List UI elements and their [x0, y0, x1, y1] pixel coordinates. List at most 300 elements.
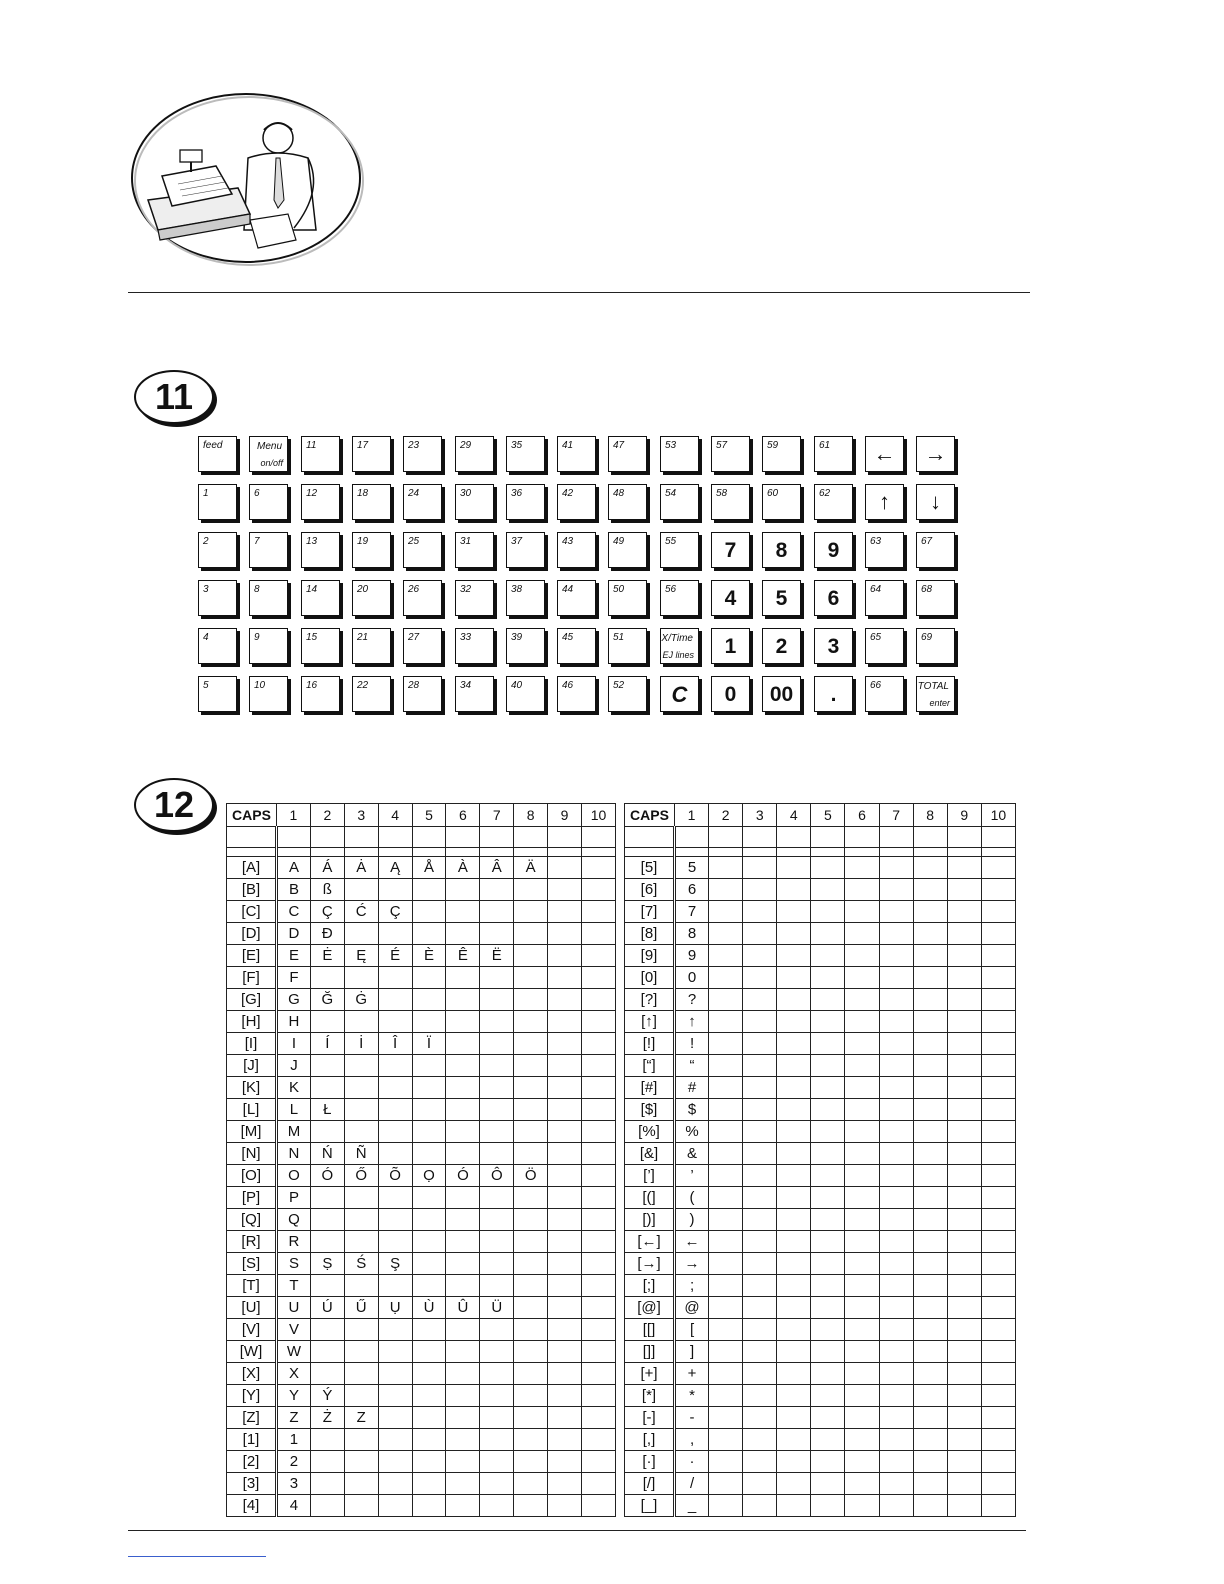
- char-cell: ←: [675, 1231, 709, 1253]
- column-header: 3: [743, 804, 777, 827]
- char-cell: [514, 1297, 548, 1319]
- char-cell: [709, 1165, 743, 1187]
- char-cell: Ä: [514, 857, 548, 879]
- char-cell: [412, 1077, 446, 1099]
- char-cell: [480, 1341, 514, 1363]
- keyboard-key: [506, 580, 545, 616]
- char-cell: [913, 1297, 947, 1319]
- char-cell: [480, 1077, 514, 1099]
- char-cell: Ù: [412, 1297, 446, 1319]
- char-cell: [845, 1319, 879, 1341]
- char-cell: [514, 1187, 548, 1209]
- char-cell: [947, 1077, 981, 1099]
- key-number-label: 45: [562, 632, 574, 643]
- caps-header: CAPS: [625, 804, 675, 827]
- char-cell: [310, 1231, 344, 1253]
- char-cell: [845, 1275, 879, 1297]
- char-cell: Ő: [344, 1165, 378, 1187]
- key-cell: [6]: [625, 879, 675, 901]
- char-cell: [811, 945, 845, 967]
- blank-cell: [845, 827, 879, 848]
- blank-cell: [378, 827, 412, 848]
- char-cell: [879, 945, 913, 967]
- key-cell: [S]: [227, 1253, 277, 1275]
- char-cell: Ë: [480, 945, 514, 967]
- char-cell: [845, 1429, 879, 1451]
- char-cell: [514, 1033, 548, 1055]
- char-cell: [743, 857, 777, 879]
- key-number-label: 2: [203, 536, 209, 547]
- char-cell: [412, 1099, 446, 1121]
- key-cell: [’]: [625, 1165, 675, 1187]
- char-cell: [582, 1099, 616, 1121]
- char-cell: [777, 1473, 811, 1495]
- char-cell: [845, 1011, 879, 1033]
- char-cell: Ł: [310, 1099, 344, 1121]
- char-cell: [344, 967, 378, 989]
- char-cell: [378, 1187, 412, 1209]
- key-cell: [&]: [625, 1143, 675, 1165]
- key-number-label: 58: [716, 488, 728, 499]
- char-cell: [709, 1253, 743, 1275]
- clear-key-label: C: [671, 682, 688, 707]
- keyboard-key: [403, 580, 442, 616]
- char-cell: [811, 1011, 845, 1033]
- char-cell: [412, 1143, 446, 1165]
- char-cell: [310, 1077, 344, 1099]
- char-cell: Ğ: [310, 989, 344, 1011]
- keyboard-key: [557, 484, 596, 520]
- key-number-label: 3: [203, 584, 209, 595]
- char-cell: [777, 1429, 811, 1451]
- keyboard-key: [608, 580, 647, 616]
- key-digit-label: 3: [827, 635, 840, 658]
- char-cell: [378, 1143, 412, 1165]
- char-cell: [548, 1121, 582, 1143]
- char-cell: [378, 879, 412, 901]
- char-cell: [981, 1165, 1015, 1187]
- spacer-cell: [625, 848, 675, 857]
- blank-cell: [743, 827, 777, 848]
- char-cell: [777, 1033, 811, 1055]
- char-cell: [446, 1011, 480, 1033]
- char-cell: [879, 1165, 913, 1187]
- key-cell: [←]: [625, 1231, 675, 1253]
- char-cell: Ż: [310, 1407, 344, 1429]
- char-cell: [743, 1451, 777, 1473]
- key-cell: [1]: [227, 1429, 277, 1451]
- char-cell: [446, 1341, 480, 1363]
- key-number-label: 31: [460, 536, 472, 547]
- char-cell: [777, 1209, 811, 1231]
- char-cell: [777, 1275, 811, 1297]
- char-cell: [514, 1319, 548, 1341]
- blank-cell: [514, 827, 548, 848]
- char-cell: [777, 945, 811, 967]
- table-row: [625, 923, 1016, 945]
- char-cell: [777, 1055, 811, 1077]
- char-cell: [514, 989, 548, 1011]
- key-cell: [@]: [625, 1297, 675, 1319]
- table-row: [227, 1473, 616, 1495]
- char-cell: [446, 1055, 480, 1077]
- char-cell: ;: [675, 1275, 709, 1297]
- char-cell: [845, 1121, 879, 1143]
- keyboard-key: [762, 436, 801, 472]
- char-cell: [709, 1429, 743, 1451]
- char-cell: Ń: [310, 1143, 344, 1165]
- char-cell: [845, 1253, 879, 1275]
- char-cell: [879, 989, 913, 1011]
- keyboard-key: [455, 532, 494, 568]
- char-cell: [344, 1495, 378, 1517]
- char-cell: [582, 1495, 616, 1517]
- char-cell: [582, 1209, 616, 1231]
- char-cell: [845, 1473, 879, 1495]
- char-cell: [845, 1407, 879, 1429]
- char-cell: [344, 923, 378, 945]
- key-cell: [-]: [625, 1407, 675, 1429]
- char-cell: [582, 1473, 616, 1495]
- char-cell: [845, 1209, 879, 1231]
- keyboard-key: [916, 676, 955, 712]
- key-cell: [2]: [227, 1451, 277, 1473]
- char-cell: [845, 1077, 879, 1099]
- char-cell: [913, 1253, 947, 1275]
- keyboard-key: [352, 532, 391, 568]
- char-cell: [514, 1451, 548, 1473]
- table-row: [625, 1165, 1016, 1187]
- keyboard-key: [198, 628, 237, 664]
- char-cell: [310, 1451, 344, 1473]
- table-row: [227, 1121, 616, 1143]
- char-cell: [446, 1495, 480, 1517]
- table-row: [625, 945, 1016, 967]
- keyboard-key: [301, 676, 340, 712]
- char-cell: [777, 879, 811, 901]
- table-row: [625, 1143, 1016, 1165]
- char-cell: [743, 1407, 777, 1429]
- char-cell: [378, 1495, 412, 1517]
- char-cell: [777, 989, 811, 1011]
- char-cell: [709, 1033, 743, 1055]
- char-cell: (: [675, 1187, 709, 1209]
- char-cell: [514, 923, 548, 945]
- char-cell: [913, 1099, 947, 1121]
- char-cell: [344, 1077, 378, 1099]
- column-header: 1: [277, 804, 311, 827]
- key-cell: []]: [625, 1341, 675, 1363]
- char-cell: [811, 1253, 845, 1275]
- char-cell: [709, 1341, 743, 1363]
- char-cell: [412, 1385, 446, 1407]
- key-number-label: 10: [254, 680, 266, 691]
- char-cell: [981, 1209, 1015, 1231]
- char-cell: [446, 1429, 480, 1451]
- blank-cell: [412, 827, 446, 848]
- char-cell: [879, 1187, 913, 1209]
- char-cell: [480, 1033, 514, 1055]
- char-cell: [514, 1055, 548, 1077]
- table-row: [625, 901, 1016, 923]
- char-cell: [981, 1385, 1015, 1407]
- column-header: 9: [947, 804, 981, 827]
- char-cell: [845, 857, 879, 879]
- char-cell: [582, 1055, 616, 1077]
- key-cell: [T]: [227, 1275, 277, 1297]
- char-cell: &: [675, 1143, 709, 1165]
- char-cell: [446, 1033, 480, 1055]
- char-cell: Ô: [480, 1165, 514, 1187]
- key-number-label: 17: [357, 440, 369, 451]
- char-cell: [913, 1451, 947, 1473]
- char-cell: [913, 1473, 947, 1495]
- char-cell: [446, 1077, 480, 1099]
- key-number-label: 6: [254, 488, 260, 499]
- char-cell: [811, 967, 845, 989]
- char-cell: [709, 879, 743, 901]
- char-cell: [845, 879, 879, 901]
- char-cell: À: [446, 857, 480, 879]
- char-cell: [548, 1451, 582, 1473]
- char-cell: [947, 1407, 981, 1429]
- char-cell: [913, 1275, 947, 1297]
- char-cell: [378, 1319, 412, 1341]
- table-row: [227, 1253, 616, 1275]
- spacer-cell: [412, 848, 446, 857]
- char-cell: 9: [675, 945, 709, 967]
- spacer-cell: [310, 848, 344, 857]
- keyboard-key: [660, 628, 699, 664]
- table-row: [227, 1143, 616, 1165]
- keyboard-key: [711, 532, 750, 568]
- char-cell: Õ: [378, 1165, 412, 1187]
- char-cell: 6: [675, 879, 709, 901]
- char-cell: [743, 989, 777, 1011]
- char-cell: [412, 901, 446, 923]
- char-cell: [947, 945, 981, 967]
- char-cell: [709, 989, 743, 1011]
- key-number-label: 65: [870, 632, 882, 643]
- character-table-right: [624, 803, 1016, 1517]
- char-cell: [709, 901, 743, 923]
- key-number-label: 35: [511, 440, 523, 451]
- table-row: [227, 1187, 616, 1209]
- char-cell: [879, 1033, 913, 1055]
- char-cell: [378, 1231, 412, 1253]
- char-cell: [811, 1319, 845, 1341]
- char-cell: Đ: [310, 923, 344, 945]
- char-cell: Ą: [378, 857, 412, 879]
- char-cell: ?: [675, 989, 709, 1011]
- char-cell: [947, 923, 981, 945]
- keyboard-key: [198, 676, 237, 712]
- char-cell: [514, 901, 548, 923]
- keyboard-key: [660, 532, 699, 568]
- char-cell: [480, 989, 514, 1011]
- table-row: [227, 1429, 616, 1451]
- char-cell: [582, 1319, 616, 1341]
- char-cell: [879, 923, 913, 945]
- key-number-label: feed: [203, 440, 223, 451]
- key-number-label: 43: [562, 536, 574, 547]
- char-cell: [913, 1055, 947, 1077]
- table-row: [625, 1187, 1016, 1209]
- char-cell: _: [675, 1495, 709, 1517]
- char-cell: [514, 1385, 548, 1407]
- char-cell: [344, 1473, 378, 1495]
- keyboard-key: [301, 628, 340, 664]
- key-cell: [H]: [227, 1011, 277, 1033]
- keyboard-key: [608, 484, 647, 520]
- header-rule: [128, 292, 1030, 293]
- char-cell: [480, 1055, 514, 1077]
- keyboard-key: [865, 676, 904, 712]
- char-cell: [344, 1055, 378, 1077]
- char-cell: [412, 1209, 446, 1231]
- char-cell: [446, 967, 480, 989]
- char-cell: [811, 1209, 845, 1231]
- char-cell: [981, 1099, 1015, 1121]
- char-cell: [845, 1385, 879, 1407]
- keyboard-key: [762, 532, 801, 568]
- char-cell: ,: [675, 1429, 709, 1451]
- char-cell: [378, 1429, 412, 1451]
- char-cell: Ụ: [378, 1297, 412, 1319]
- char-cell: [947, 1055, 981, 1077]
- char-cell: [548, 989, 582, 1011]
- char-cell: [981, 1341, 1015, 1363]
- key-cell: [0]: [625, 967, 675, 989]
- char-cell: [777, 1363, 811, 1385]
- keyboard-key: [608, 676, 647, 712]
- key-digit-label: 7: [724, 539, 737, 562]
- char-cell: ’: [675, 1165, 709, 1187]
- char-cell: [446, 1385, 480, 1407]
- key-cell: [(]: [625, 1187, 675, 1209]
- char-cell: [412, 1495, 446, 1517]
- char-cell: 0: [675, 967, 709, 989]
- char-cell: [743, 1253, 777, 1275]
- char-cell: !: [675, 1033, 709, 1055]
- char-cell: [378, 1209, 412, 1231]
- blank-cell: [625, 827, 675, 848]
- char-cell: [743, 1099, 777, 1121]
- keyboard-key: [301, 580, 340, 616]
- table-row: [625, 1407, 1016, 1429]
- char-cell: [514, 1495, 548, 1517]
- keyboard-key: [352, 676, 391, 712]
- char-cell: Q: [277, 1209, 311, 1231]
- key-number-label: 12: [306, 488, 318, 499]
- char-cell: [480, 1495, 514, 1517]
- keyboard-key: [865, 484, 904, 520]
- char-cell: [310, 1495, 344, 1517]
- table-row: [625, 1297, 1016, 1319]
- column-header: 10: [582, 804, 616, 827]
- keyboard-key: [455, 628, 494, 664]
- char-cell: [947, 1429, 981, 1451]
- char-cell: [446, 1473, 480, 1495]
- char-cell: [981, 1495, 1015, 1517]
- char-cell: [743, 1165, 777, 1187]
- char-cell: [777, 1451, 811, 1473]
- keyboard-key: [249, 532, 288, 568]
- keyboard-key: [301, 532, 340, 568]
- char-cell: [947, 1099, 981, 1121]
- char-cell: [947, 967, 981, 989]
- key-cell: [Z]: [227, 1407, 277, 1429]
- char-cell: [: [675, 1319, 709, 1341]
- keyboard-key: [506, 628, 545, 664]
- char-cell: [913, 945, 947, 967]
- char-cell: Î: [378, 1033, 412, 1055]
- key-number-label: 59: [767, 440, 779, 451]
- table-row: [625, 989, 1016, 1011]
- char-cell: [811, 1099, 845, 1121]
- char-cell: [412, 989, 446, 1011]
- column-header: 6: [845, 804, 879, 827]
- key-bottom-label: on/off: [260, 458, 283, 468]
- char-cell: [743, 1077, 777, 1099]
- spacer-cell: [227, 848, 277, 857]
- keyboard-key: [352, 580, 391, 616]
- char-cell: [582, 1429, 616, 1451]
- key-cell: [!]: [625, 1033, 675, 1055]
- char-cell: [548, 923, 582, 945]
- char-cell: [548, 1275, 582, 1297]
- key-cell: [O]: [227, 1165, 277, 1187]
- char-cell: [879, 1143, 913, 1165]
- char-cell: [811, 1473, 845, 1495]
- char-cell: Ó: [446, 1165, 480, 1187]
- keyboard-key: [557, 676, 596, 712]
- char-cell: [845, 1165, 879, 1187]
- column-header: 1: [675, 804, 709, 827]
- char-cell: [310, 1275, 344, 1297]
- char-cell: [947, 1363, 981, 1385]
- table-row: [227, 857, 616, 879]
- blank-cell: [277, 827, 311, 848]
- char-cell: [514, 1253, 548, 1275]
- char-cell: [811, 857, 845, 879]
- char-cell: [709, 1209, 743, 1231]
- spacer-cell: [811, 848, 845, 857]
- char-cell: [412, 1231, 446, 1253]
- table-row: [625, 1385, 1016, 1407]
- table-row: [625, 1451, 1016, 1473]
- char-cell: [412, 1473, 446, 1495]
- char-cell: [412, 923, 446, 945]
- key-number-label: 55: [665, 536, 677, 547]
- char-cell: [879, 967, 913, 989]
- key-cell: [Q]: [227, 1209, 277, 1231]
- char-cell: [947, 901, 981, 923]
- char-cell: [913, 1429, 947, 1451]
- column-header: 2: [709, 804, 743, 827]
- char-cell: [548, 945, 582, 967]
- char-cell: [548, 1033, 582, 1055]
- char-cell: [480, 1385, 514, 1407]
- char-cell: [548, 1099, 582, 1121]
- key-number-label: 52: [613, 680, 625, 691]
- key-number-label: 69: [921, 632, 933, 643]
- char-cell: [981, 1407, 1015, 1429]
- key-number-label: 5: [203, 680, 209, 691]
- char-cell: Ñ: [344, 1143, 378, 1165]
- char-cell: Ç: [310, 901, 344, 923]
- char-cell: [709, 1363, 743, 1385]
